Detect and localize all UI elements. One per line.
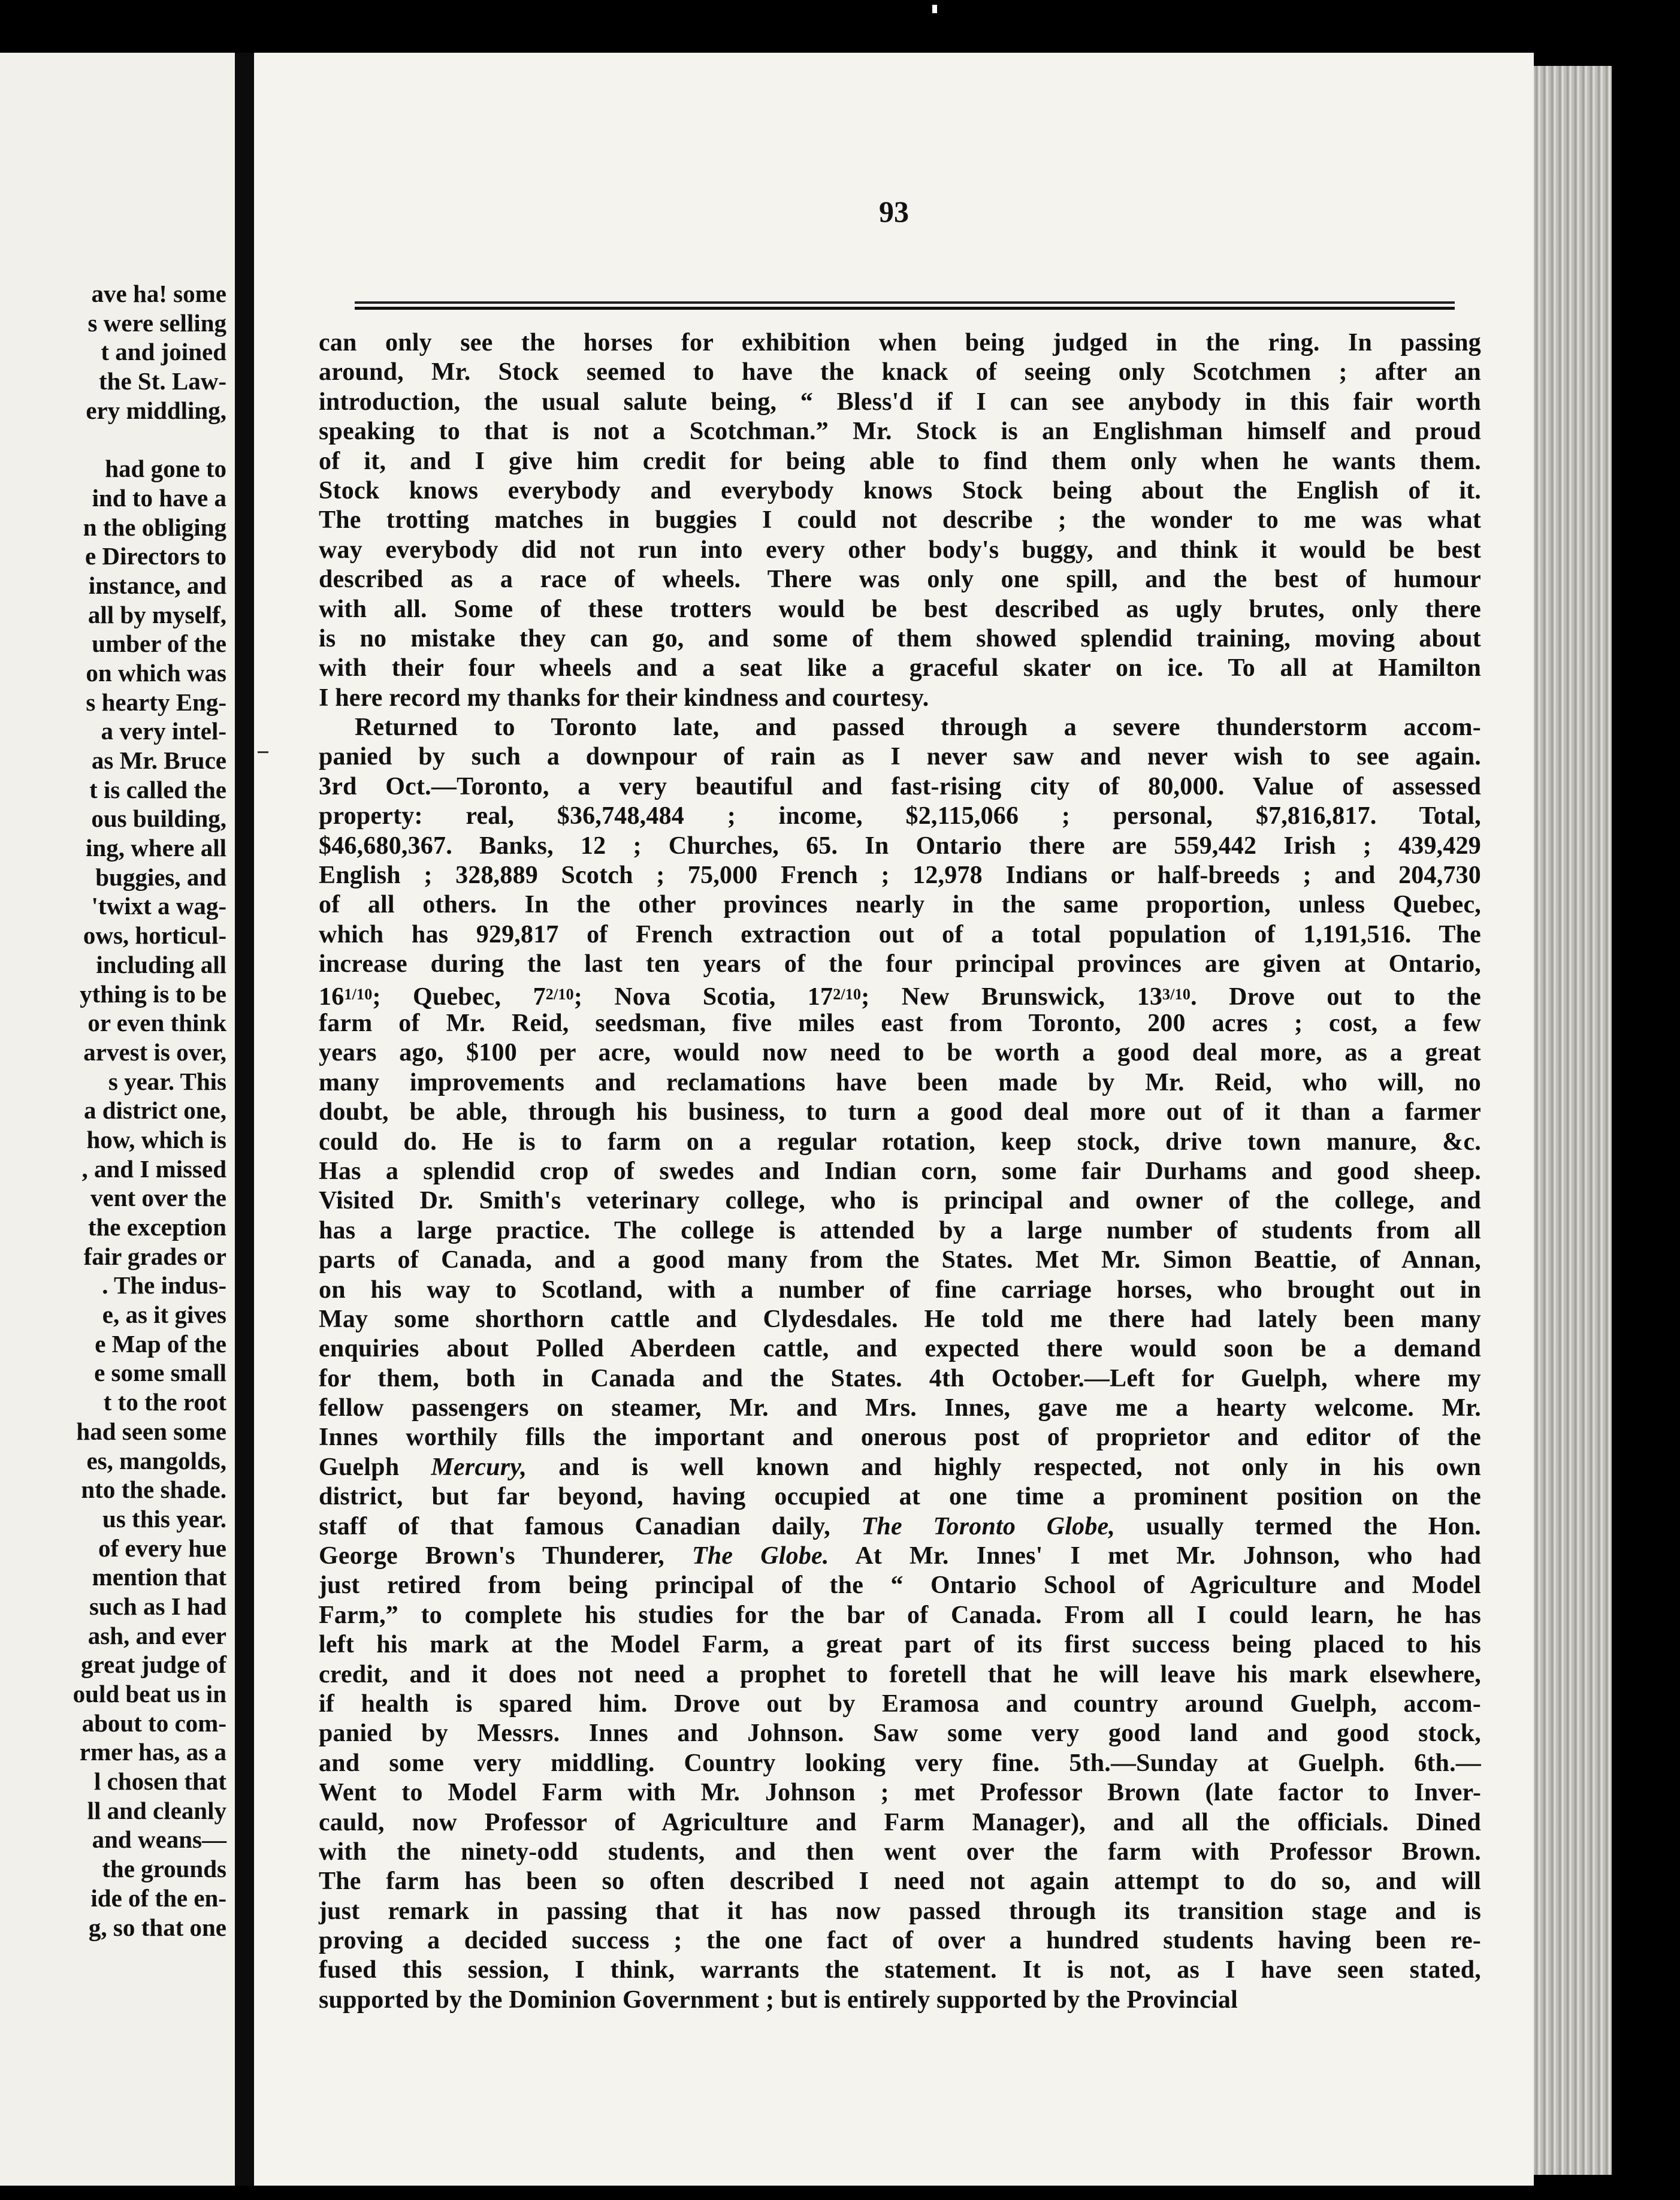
left-page-line: ll and cleanly (87, 1796, 226, 1824)
left-page-line: the exception (87, 1213, 226, 1241)
text-line: has a large practice. The college is attended by a large number of students from all (319, 1216, 1481, 1244)
left-page-line: a very intel- (101, 717, 226, 745)
left-page-line: ould beat us in (72, 1680, 226, 1708)
left-page-line: ing, where all (86, 834, 226, 862)
left-page-line: had seen some (76, 1417, 226, 1445)
left-page-line: great judge of (81, 1651, 226, 1679)
page-number: 93 (879, 195, 909, 228)
italic-title: The Globe. (691, 1542, 829, 1570)
left-page-line: g, so that one (88, 1913, 226, 1941)
text-run: . Drove out to the (1190, 983, 1482, 1011)
left-page-line: t and joined (101, 338, 226, 366)
left-page-line: about to com- (81, 1709, 226, 1737)
body-text (319, 328, 1481, 2015)
page-edges (1534, 66, 1612, 2175)
text-line: just retired from being principal of the “ Ontario School of Agriculture and Model (319, 1572, 1481, 1600)
left-page-line: on which was (86, 658, 226, 687)
text-run: ; New Brunswick, 13 (861, 983, 1163, 1011)
left-page-line: s were selling (87, 309, 226, 337)
text-run: and is well known and highly respected, not only in his own (558, 1453, 1481, 1481)
text-line: Visited Dr. Smith's veterinary college, who is principal and owner of the college, and (319, 1187, 1481, 1215)
text-line: which has 929,817 of French extraction out of a total population of 1,191,516. The (319, 920, 1481, 948)
fraction: 1/10 (344, 985, 373, 1003)
text-line (319, 1542, 1481, 1571)
margin-mark (258, 751, 268, 753)
left-page-line: 'twixt a wag- (91, 892, 226, 920)
left-page-line: fair grades or (83, 1242, 226, 1270)
text-line: way everybody did not run into every other body's buggy, and think it would be best (319, 536, 1481, 564)
text-line: is no mistake they can go, and some of them showed splendid training, moving about (319, 624, 1481, 652)
text-line: proving a decided success ; the one fact of over a hundred students having been re- (319, 1927, 1481, 1955)
left-page-line: s hearty Eng- (86, 688, 226, 716)
text-line: The trotting matches in buggies I could not describe ; the wonder to me was what (319, 506, 1481, 534)
fraction: 2/10 (545, 985, 574, 1003)
text-line: The farm has been so often described I need not again attempt to do so, and will (319, 1867, 1481, 1896)
text-line: left his mark at the Model Farm, a great part of its first success being placed to his (319, 1631, 1481, 1659)
text-line (319, 980, 1481, 1009)
left-page-line: es, mangolds, (86, 1446, 226, 1474)
header-rule (355, 301, 1455, 311)
scan-speck (932, 5, 937, 13)
text-line: described as a race of wheels. There was only one spill, and the best of humour (319, 566, 1481, 594)
left-page-line: a district one, (84, 1096, 226, 1125)
text-line: introduction, the usual salute being, “ Bless'd if I can see anybody in this fair worth (319, 388, 1481, 416)
text-line: and some very middling. Country looking very fine. 5th.—Sunday at Guelph. 6th.— (319, 1749, 1481, 1777)
left-page-line: ous building, (91, 805, 226, 833)
italic-title: Mercury, (431, 1453, 527, 1481)
left-page-line: or even think (87, 1009, 226, 1037)
text-line: just remark in passing that it has now passed through its transition stage and is (319, 1897, 1481, 1925)
left-page-line: all by myself, (87, 600, 226, 628)
left-page-line: and weans— (92, 1826, 226, 1854)
left-page-line: ind to have a (92, 483, 226, 512)
fraction: 3/10 (1162, 985, 1191, 1003)
text-line: I here record my thanks for their kindness and courtesy. (319, 684, 929, 712)
left-page-line: the St. Law- (99, 367, 226, 395)
left-page-line: including all (96, 950, 226, 978)
left-page-line: vent over the (90, 1184, 226, 1212)
text-line: 3rd Oct.—Toronto, a very beautiful and fast-rising city of 80,000. Value of assessed (319, 772, 1481, 800)
text-line: cauld, now Professor of Agriculture and Farm Manager), and all the officials. Dined (319, 1808, 1481, 1836)
text-line: years ago, $100 per acre, would now need to be worth a good deal more, as a great (319, 1039, 1481, 1067)
text-line: doubt, be able, through his business, to turn a good deal more out of it than a farmer (319, 1098, 1481, 1126)
text-line: for them, both in Canada and the States. 4th October.—Left for Guelph, where my (319, 1364, 1481, 1392)
text-run: usually termed the Hon. (1146, 1512, 1482, 1540)
text-line: Farm,” to complete his studies for the bar of Canada. From all I could learn, he has (319, 1601, 1481, 1629)
text-line: credit, and it does not need a prophet to foretell that he will leave his mark elsewhere, (319, 1660, 1481, 1688)
left-page-text (0, 279, 235, 1942)
left-page-line (0, 425, 235, 454)
text-line: $46,680,367. Banks, 12 ; Churches, 65. In Ontario there are 559,442 Irish ; 439,429 (319, 832, 1481, 860)
text-line: Has a splendid crop of swedes and Indian corn, some fair Durhams and good sheep. (319, 1157, 1481, 1185)
left-page-line: ide of the en- (90, 1884, 226, 1912)
right-page (254, 53, 1534, 2186)
text-line: farm of Mr. Reid, seedsman, five miles east from Toronto, 200 acres ; cost, a few (319, 1009, 1481, 1037)
text-line: many improvements and reclamations have been made by Mr. Reid, who will, no (319, 1068, 1481, 1096)
left-page-line: arvest is over, (83, 1038, 226, 1066)
text-line: Returned to Toronto late, and passed through a severe thunderstorm accom- (355, 714, 1481, 742)
left-page-line: ery middling, (86, 396, 226, 424)
text-line: fellow passengers on steamer, Mr. and Mrs. Innes, gave me a hearty welcome. Mr. (319, 1394, 1481, 1422)
text-line: around, Mr. Stock seemed to have the knack of seeing only Scotchmen ; after an (319, 358, 1481, 386)
text-line: panied by such a downpour of rain as I never saw and never wish to see again. (319, 743, 1481, 771)
text-line: enquiries about Polled Aberdeen cattle, and expected there would soon be a demand (319, 1335, 1481, 1363)
text-line: panied by Messrs. Innes and Johnson. Saw some very good land and good stock, (319, 1719, 1481, 1748)
text-line: parts of Canada, and a good many from the States. Met Mr. Simon Beattie, of Annan, (319, 1246, 1481, 1274)
left-page-line: ash, and ever (87, 1621, 226, 1649)
italic-title: The Toronto Globe, (861, 1512, 1116, 1540)
text-line: can only see the horses for exhibition when being judged in the ring. In passing (319, 329, 1481, 356)
text-line (319, 1512, 1481, 1542)
left-page-line: ows, horticul- (83, 921, 226, 950)
left-page-line: ything is to be (80, 980, 226, 1008)
left-page-line: e some small (94, 1359, 226, 1387)
left-page-line: , and I missed (81, 1155, 226, 1183)
text-line: speaking to that is not a Scotchman.” Mr. Stock is an Englishman himself and proud (319, 418, 1481, 446)
text-line: if health is spared him. Drove out by Eramosa and country around Guelph, accom- (319, 1690, 1481, 1718)
left-page-line: mention that (92, 1563, 226, 1591)
left-page-line: the grounds (102, 1855, 226, 1883)
text-line: supported by the Dominion Government ; but is entirely supported by the Provincial (319, 1986, 1238, 2014)
text-run: At Mr. Innes' I met Mr. Johnson, who had (855, 1542, 1481, 1570)
text-run: 16 (319, 983, 345, 1011)
left-page-line: rmer has, as a (79, 1738, 226, 1766)
text-run: Guelph (319, 1453, 400, 1481)
text-run: ; Quebec, 7 (372, 983, 546, 1011)
left-page-line: t is called the (89, 775, 226, 803)
text-line: on his way to Scotland, with a number of fine carriage horses, who brought out in (319, 1276, 1481, 1304)
left-page-line: t to the root (103, 1388, 226, 1416)
left-page-line: l chosen that (94, 1767, 226, 1796)
text-line: could do. He is to farm on a regular rotation, keep stock, drive town manure, &c. (319, 1128, 1481, 1156)
left-page-line: e, as it gives (102, 1301, 226, 1329)
left-page-line: as Mr. Bruce (91, 747, 226, 774)
fraction: 2/10 (833, 985, 862, 1003)
text-line: of it, and I give him credit for being able to find them only when he wants them. (319, 447, 1481, 475)
text-line: with all. Some of these trotters would be best described as ugly brutes, only there (319, 595, 1481, 623)
left-page-line: such as I had (89, 1592, 226, 1620)
text-run: ; Nova Scotia, 17 (573, 983, 833, 1011)
left-page-line: how, which is (86, 1125, 226, 1153)
text-line: English ; 328,889 Scotch ; 75,000 French ; 12,978 Indians or half-breeds ; and 204,730 (319, 862, 1481, 890)
book-gutter (235, 53, 254, 2186)
left-page-line: n the obliging (83, 513, 226, 541)
text-line: with their four wheels and a seat like a graceful skater on ice. To all at Hamilton (319, 654, 1481, 682)
left-page-line: s year. This (108, 1067, 226, 1095)
left-page-line: instance, and (88, 571, 226, 599)
left-page-line: buggies, and (95, 863, 226, 891)
left-page-line: e Directors to (84, 542, 226, 570)
left-page-line: of every hue (98, 1534, 226, 1562)
text-line: Stock knows everybody and everybody knows Stock being about the English of it. (319, 476, 1481, 504)
text-line: district, but far beyond, having occupied at one time a prominent position on the (319, 1483, 1481, 1511)
text-line: of all others. In the other provinces nearly in the same proportion, unless Quebec, (319, 891, 1481, 919)
text-line: May some shorthorn cattle and Clydesdales. He told me there had lately been many (319, 1305, 1481, 1333)
text-run: George Brown's Thunderer, (319, 1542, 664, 1570)
text-line: with the ninety-odd students, and then went over the farm with Professor Brown. (319, 1838, 1481, 1866)
left-page-line: e Map of the (95, 1329, 226, 1358)
text-line: increase during the last ten years of the four principal provinces are given at Ontario, (319, 950, 1481, 978)
left-page-line: umber of the (92, 630, 226, 658)
left-page-line: nto the shade. (81, 1476, 226, 1504)
text-line: fused this session, I think, warrants the statement. It is not, as I have seen stated, (319, 1956, 1481, 1984)
left-page-fragment (0, 53, 235, 2186)
text-line (319, 1453, 1481, 1482)
text-line: Innes worthily fills the important and onerous post of proprietor and editor of the (319, 1424, 1481, 1452)
left-page-line: had gone to (105, 455, 226, 483)
left-page-line: . The indus- (102, 1271, 226, 1300)
left-page-line: us this year. (102, 1504, 226, 1533)
text-line: property: real, $36,748,484 ; income, $2,115,066 ; personal, $7,816,817. Total, (319, 802, 1481, 830)
left-page-line: ave ha! some (91, 280, 226, 307)
text-run: staff of that famous Canadian daily, (319, 1512, 830, 1540)
text-line: Went to Model Farm with Mr. Johnson ; met Professor Brown (late factor to Inver- (319, 1779, 1481, 1807)
